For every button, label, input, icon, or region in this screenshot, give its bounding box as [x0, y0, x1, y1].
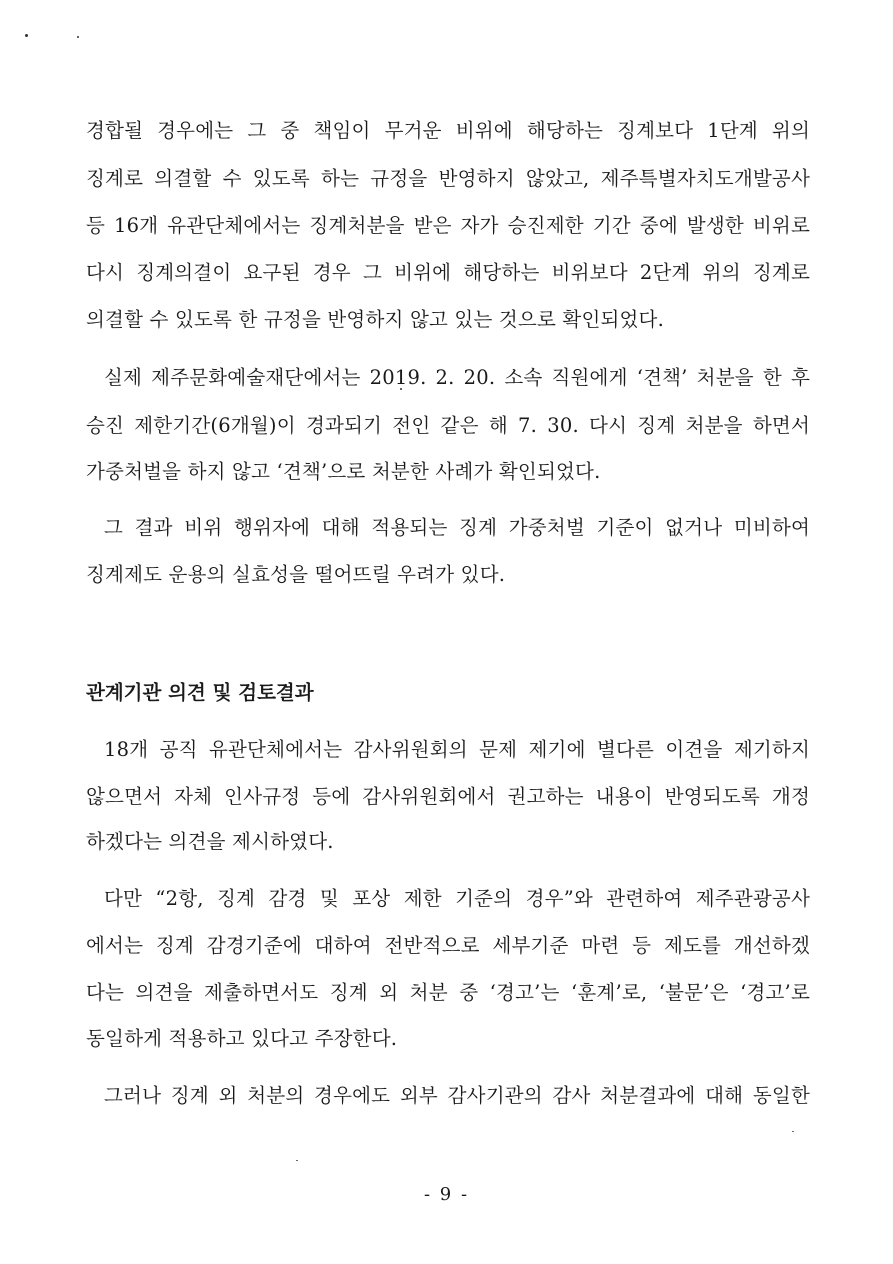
section-paragraph-2-line-2: 에서는 징계 감경기준에 대하여 전반적으로 세부기준 마련 등 제도를 개선하겠	[86, 934, 810, 957]
section-paragraph-2-line-1: 다만 “2항, 징계 감경 및 포상 제한 기준의 경우”와 관련하여 제주관광공사	[104, 887, 810, 910]
section-heading: 관계기관 의견 및 검토결과	[86, 681, 314, 704]
section-paragraph-1-line-2: 않으면서 자체 인사규정 등에 감사위원회에서 권고하는 내용이 반영되도록 개정	[86, 785, 810, 808]
section-paragraph-1-line-3: 하겠다는 의견을 제시하였다.	[86, 830, 334, 853]
paragraph-1-line-5: 의결할 수 있도록 한 규정을 반영하지 않고 있는 것으로 확인되었다.	[86, 308, 664, 331]
paragraph-1-line-4: 다시 징계의결이 요구된 경우 그 비위에 해당하는 비위보다 2단계 위의 징계로	[86, 261, 810, 284]
paragraph-1-line-2: 징계로 의결할 수 있도록 하는 규정을 반영하지 않았고, 제주특별자치도개발공사	[86, 167, 810, 190]
paragraph-3-line-2: 징계제도 운용의 실효성을 떨어뜨릴 우려가 있다.	[86, 563, 506, 586]
paragraph-2-line-1: 실제 제주문화예술재단에서는 2019. 2. 20. 소속 직원에게 ‘견책’ 처분을 한 후	[104, 366, 810, 389]
scan-speck	[296, 1160, 298, 1161]
scan-speck	[792, 1131, 794, 1132]
paragraph-1-line-1: 경합될 경우에는 그 중 책임이 무거운 비위에 해당하는 징계보다 1단계 위의	[86, 119, 810, 142]
section-paragraph-2-line-3: 다는 의견을 제출하면서도 징계 외 처분 중 ‘경고’는 ‘훈계’로, ‘불문’은 ‘경고’로	[86, 981, 810, 1004]
paragraph-2-line-3: 가중처벌을 하지 않고 ‘견책’으로 처분한 사례가 확인되었다.	[86, 460, 601, 483]
scan-speck	[77, 36, 79, 38]
section-paragraph-2-line-4: 동일하게 적용하고 있다고 주장한다.	[86, 1027, 398, 1050]
page-number: - 9 -	[423, 1184, 470, 1205]
scan-speck	[25, 34, 28, 37]
paragraph-3-line-1: 그 결과 비위 행위자에 대해 적용되는 징계 가중처벌 기준이 없거나 미비하여	[104, 516, 810, 539]
section-paragraph-3-line-1: 그러나 징계 외 처분의 경우에도 외부 감사기관의 감사 처분결과에 대해 동일한	[104, 1084, 810, 1107]
paragraph-2-line-2: 승진 제한기간(6개월)이 경과되기 전인 같은 해 7. 30. 다시 징계 처분을 하면서	[86, 414, 810, 437]
section-paragraph-1-line-1: 18개 공직 유관단체에서는 감사위원회의 문제 제기에 별다른 이견을 제기하지	[104, 738, 810, 761]
paragraph-1-line-3: 등 16개 유관단체에서는 징계처분을 받은 자가 승진제한 기간 중에 발생한 비위로	[86, 214, 810, 237]
